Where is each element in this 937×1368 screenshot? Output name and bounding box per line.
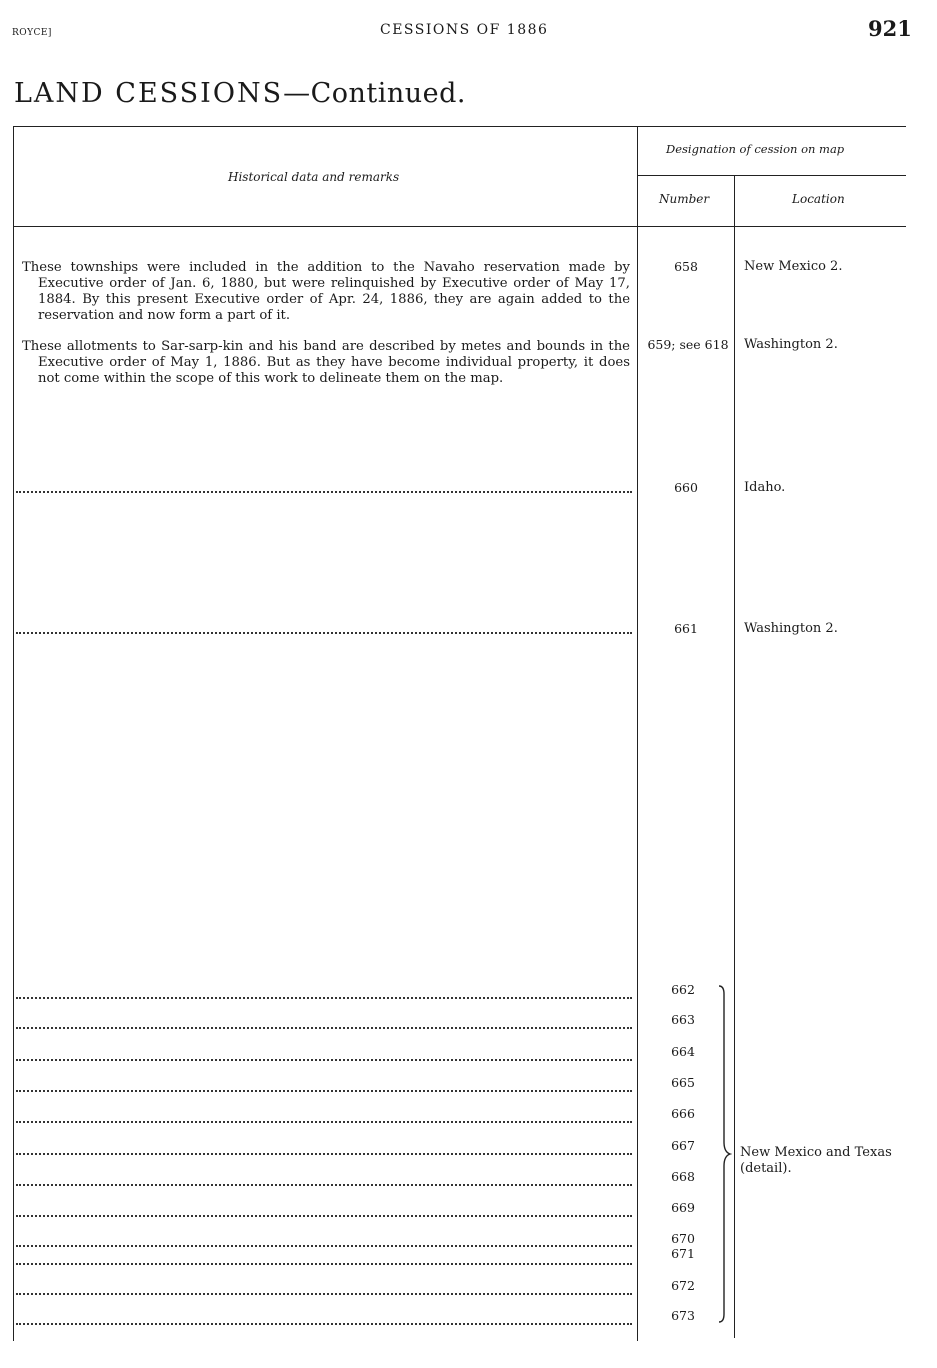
cession-number: 659; see 618 — [647, 337, 729, 352]
cession-number: 664 — [671, 1044, 695, 1059]
running-head-left: ROYCE] — [12, 28, 52, 38]
table-left-rule — [13, 126, 14, 1341]
title-suffix: —Continued. — [283, 78, 467, 109]
cession-number: 663 — [671, 1012, 695, 1027]
remarks-entry-658: These townships were included in the addition to the Navaho reservation made by Executive order of Jan. 6, 1880, but were relinquished by Executive order of May 17, 1884. By this present Executive order of Apr. 24, 1886, they are again added to the reservation and now form a part of it. — [22, 260, 630, 323]
title-main: LAND CESSIONS — [14, 78, 284, 109]
remarks-entry-659: These allotments to Sar-sarp-kin and his band are described by metes and bounds in the Executive order of May 1, 1886. But as they have become individual property, it does not come within the scope of this work to delineate them on the map. — [22, 339, 630, 386]
remarks-column-header: Historical data and remarks — [228, 170, 400, 184]
number-column-header: Number — [659, 192, 710, 206]
dotted-leader — [16, 997, 632, 999]
cession-number: 666 — [671, 1106, 695, 1121]
cession-number: 662 — [671, 982, 695, 997]
location-column-header: Location — [792, 192, 845, 206]
dotted-leader — [16, 1293, 632, 1295]
cession-number: 672 — [671, 1278, 695, 1293]
dotted-leader — [16, 632, 632, 634]
designation-header-rule — [638, 175, 906, 176]
cession-number: 669 — [671, 1200, 695, 1215]
cession-location: Washington 2. — [744, 337, 838, 352]
cession-location: Washington 2. — [744, 621, 838, 636]
cession-location: Idaho. — [744, 480, 786, 495]
dotted-leader — [16, 1090, 632, 1092]
dotted-leader — [16, 1245, 632, 1247]
dotted-leader — [16, 1323, 632, 1325]
dotted-leader — [16, 491, 632, 493]
dotted-leader — [16, 1153, 632, 1155]
cession-number: 667 — [671, 1138, 695, 1153]
header-bottom-rule — [14, 226, 906, 227]
page-title — [14, 78, 466, 109]
cession-number: 668 — [671, 1169, 695, 1184]
brace-icon — [716, 984, 732, 1324]
dotted-leader — [16, 1215, 632, 1217]
cession-number: 665 — [671, 1075, 695, 1090]
cession-number: 670 — [671, 1231, 695, 1246]
dotted-leader — [16, 1263, 632, 1265]
remarks-column-rule — [637, 126, 638, 1341]
cession-location: New Mexico 2. — [744, 259, 843, 274]
dotted-leader — [16, 1059, 632, 1061]
designation-column-header: Designation of cession on map — [666, 142, 845, 156]
cession-number: 658 — [674, 259, 698, 274]
dotted-leader — [16, 1121, 632, 1123]
dotted-leader — [16, 1027, 632, 1029]
running-head-title: CESSIONS OF 1886 — [380, 22, 549, 38]
table-top-rule — [14, 126, 906, 127]
cession-number: 661 — [674, 621, 698, 636]
page-number: 921 — [868, 16, 912, 41]
bracket-location: New Mexico and Texas (detail). — [740, 1145, 892, 1176]
dotted-leader — [16, 1184, 632, 1186]
cession-number: 660 — [674, 480, 698, 495]
cession-number: 671 — [671, 1246, 695, 1261]
cession-number: 673 — [671, 1308, 695, 1323]
